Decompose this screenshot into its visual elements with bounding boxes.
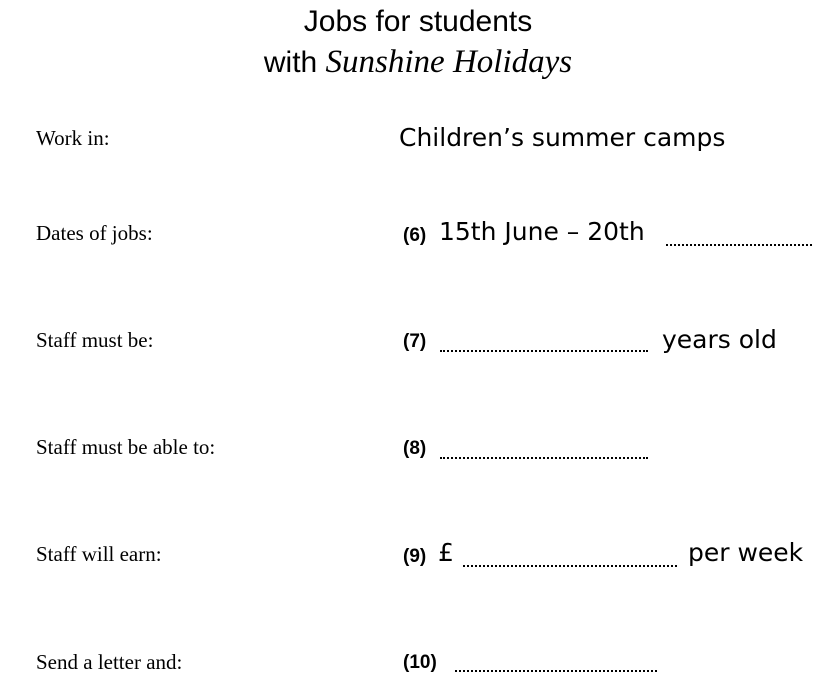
question-number: (6) [403, 225, 427, 246]
row-label: Send a letter and: [36, 650, 183, 674]
answer-blank-9[interactable] [463, 565, 677, 567]
row-label: Work in: [36, 126, 110, 150]
answer-text: Children’s summer camps [399, 123, 726, 152]
title-line-1: Jobs for students [303, 5, 533, 38]
question-number: (10) [403, 652, 437, 673]
row-label: Staff must be able to: [36, 435, 216, 459]
currency-symbol: £ [438, 538, 454, 567]
answer-suffix-text: years old [662, 325, 777, 354]
answer-blank-7[interactable] [440, 350, 648, 352]
question-number: (7) [403, 331, 427, 352]
title-line-2-prefix: with [263, 46, 326, 79]
answer-blank-6[interactable] [666, 244, 812, 246]
answer-blank-10[interactable] [455, 670, 657, 672]
answer-blank-8[interactable] [440, 457, 648, 459]
row-label: Staff will earn: [36, 542, 162, 566]
question-number: (8) [403, 438, 427, 459]
title-line-2 [0, 44, 836, 81]
answer-suffix-text: per week [688, 538, 804, 567]
company-name: Sunshine Holidays [325, 44, 573, 80]
row-label: Dates of jobs: [36, 221, 153, 245]
question-number: (9) [403, 546, 427, 567]
row-label: Staff must be: [36, 328, 154, 352]
answer-prefix-text: 15th June – 20th [439, 217, 645, 246]
